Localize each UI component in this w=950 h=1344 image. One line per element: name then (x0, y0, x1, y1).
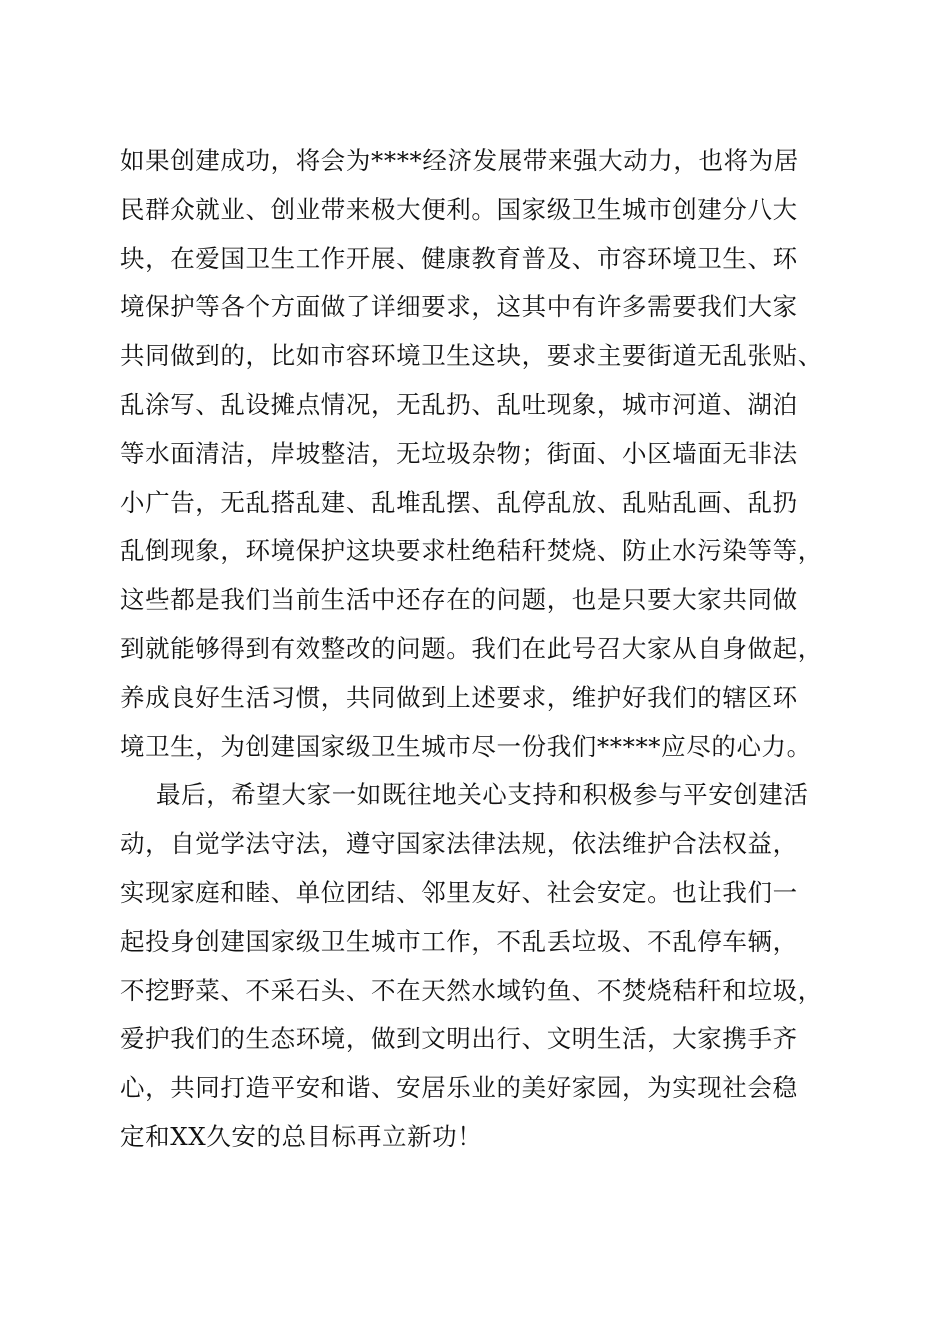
text-line: 小广告，无乱搭乱建、乱堆乱摆、乱停乱放、乱贴乱画、乱扔 (120, 487, 798, 517)
text-line: 块，在爱国卫生工作开展、健康教育普及、市容环境卫生、环 (120, 243, 798, 273)
text-line: 养成良好生活习惯，共同做到上述要求，维护好我们的辖区环 (120, 682, 798, 712)
text-line: 共同做到的，比如市容环境卫生这块，要求主要街道无乱张贴、 (120, 341, 823, 371)
text-line: 这些都是我们当前生活中还存在的问题，也是只要大家共同做 (120, 585, 798, 615)
text-line: 动，自觉学法守法，遵守国家法律法规，依法维护合法权益， (120, 829, 798, 859)
document-body (120, 137, 860, 1162)
text-line: 乱涂写、乱设摊点情况，无乱扔、乱吐现象，城市河道、湖泊 (120, 389, 798, 419)
text-line: 心，共同打造平安和谐、安居乐业的美好家园，为实现社会稳 (120, 1073, 798, 1103)
text-line: 定和XX久安的总目标再立新功！ (120, 1121, 483, 1151)
text-line: 实现家庭和睦、单位团结、邻里友好、社会安定。也让我们一 (120, 877, 798, 907)
text-line: 境保护等各个方面做了详细要求，这其中有许多需要我们大家 (120, 292, 798, 322)
paragraph-2 (120, 771, 860, 1161)
text-line: 如果创建成功，将会为****经济发展带来强大动力，也将为居 (120, 146, 799, 175)
text-line: 等水面清洁，岸坡整洁，无垃圾杂物；街面、小区墙面无非法 (120, 438, 798, 468)
text-line: 不挖野菜、不采石头、不在天然水域钓鱼、不焚烧秸秆和垃圾， (120, 975, 823, 1005)
text-line: 乱倒现象，环境保护这块要求杜绝秸秆焚烧、防止水污染等等， (120, 536, 823, 566)
text-line: 境卫生，为创建国家级卫生城市尽一份我们*****应尽的心力。 (120, 731, 812, 761)
paragraph-1 (120, 137, 860, 771)
text-line: 到就能够得到有效整改的问题。我们在此号召大家从自身做起， (120, 633, 823, 663)
text-line: 爱护我们的生态环境，做到文明出行、文明生活，大家携手齐 (120, 1024, 798, 1054)
text-line: 最后，希望大家一如既往地关心支持和积极参与平安创建活 (156, 780, 809, 810)
text-line: 起投身创建国家级卫生城市工作，不乱丢垃圾、不乱停车辆， (120, 926, 798, 956)
text-line: 民群众就业、创业带来极大便利。国家级卫生城市创建分八大 (120, 194, 798, 224)
